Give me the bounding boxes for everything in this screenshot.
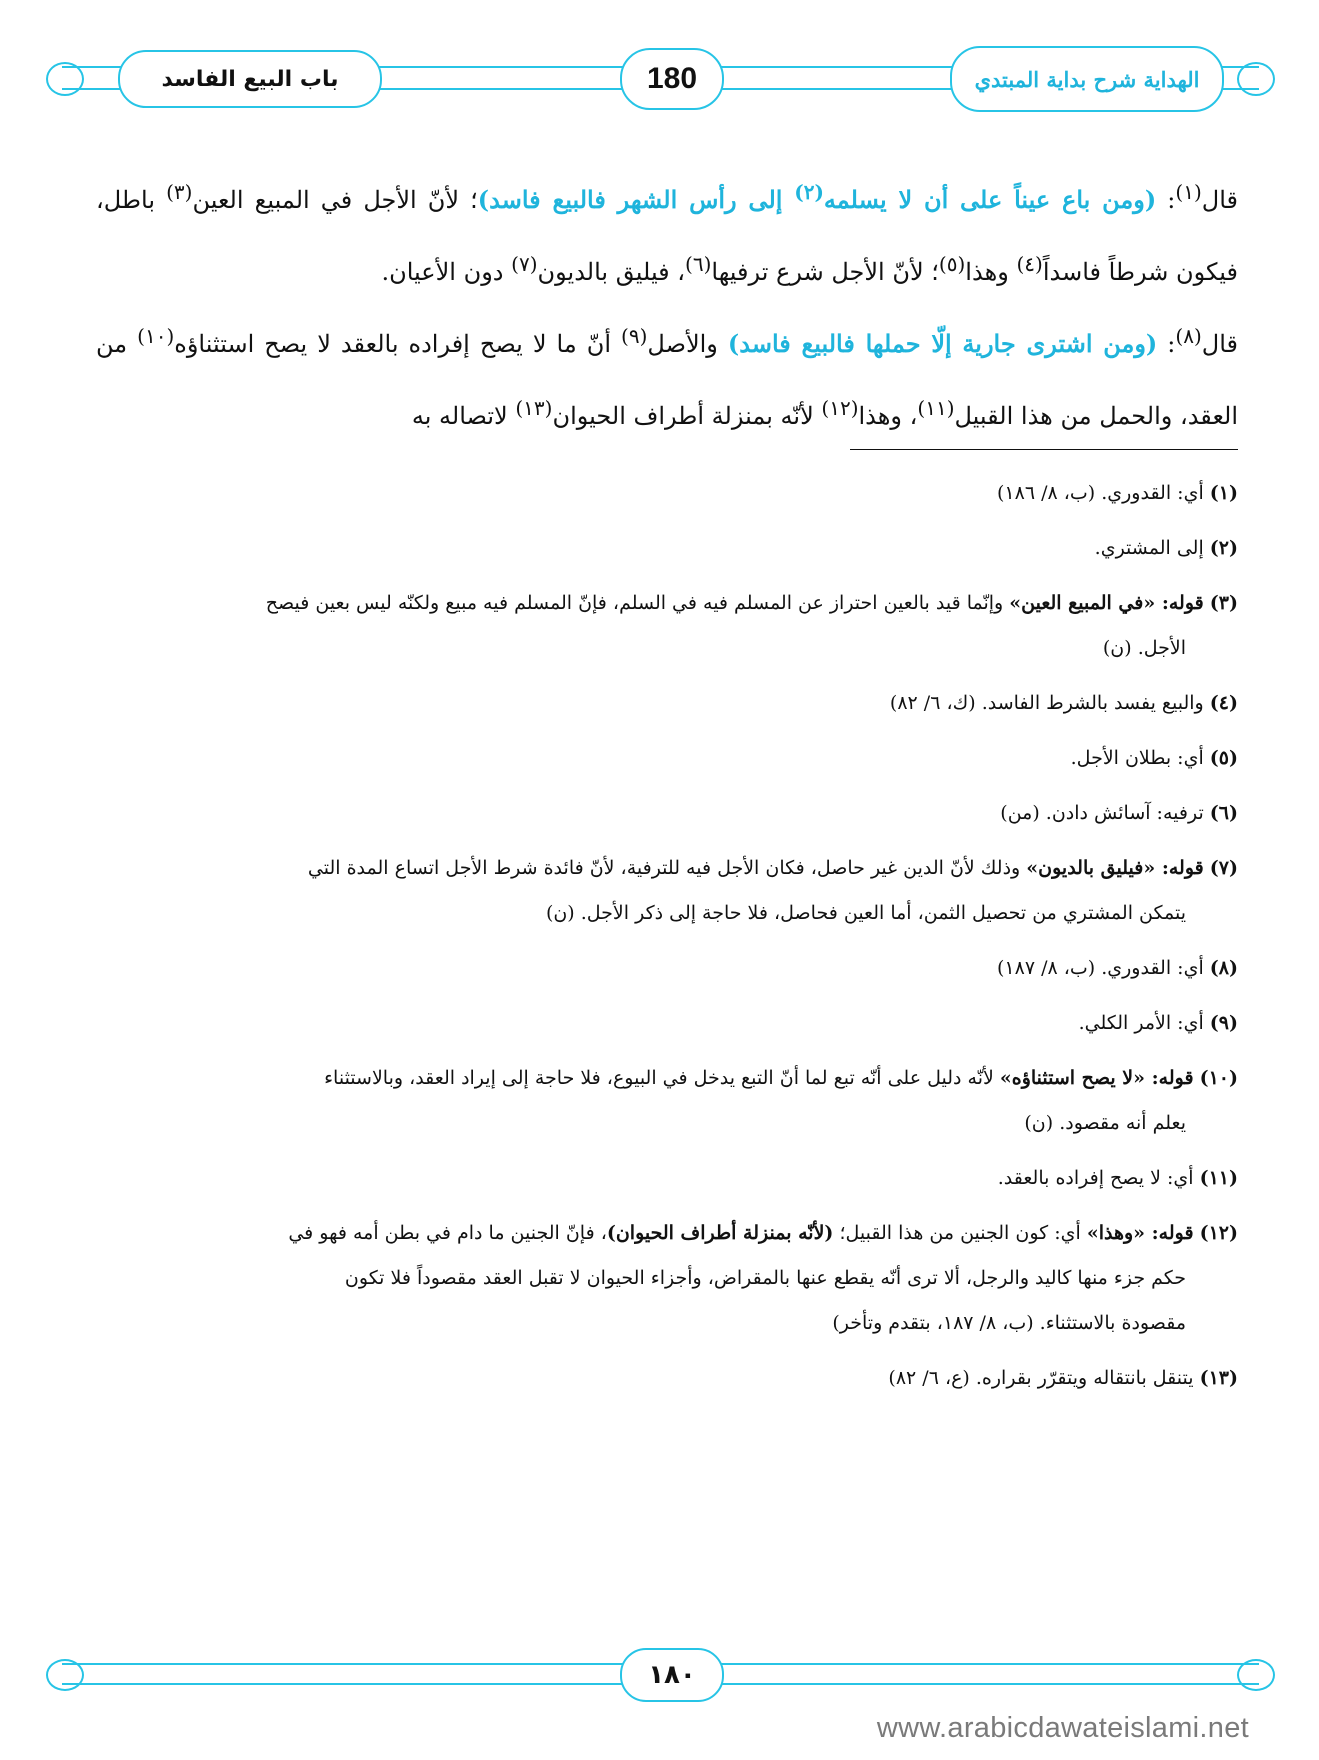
chapter-title: باب البيع الفاسد [161, 66, 339, 92]
quoted-text: إلى رأس الشهر فالبيع فاسد) [477, 185, 795, 214]
footnote-ref: (٤) [1016, 252, 1043, 276]
footnote-ref: (١١) [917, 396, 955, 420]
footnote-number: (٨) [1209, 957, 1238, 979]
footnote-text: ترفيه: آسائش دادن. (من) [1000, 802, 1204, 824]
header-frame-ornament-right [1237, 62, 1275, 96]
footnote-text: أي: بطلان الأجل. [1070, 747, 1204, 769]
body-text: لأنّه بمنزلة أطراف الحيوان [552, 402, 822, 430]
body-text: لاتصاله به [411, 402, 516, 430]
footnote-continuation: مقصودة بالاستثناء. (ب، ٨/ ١٨٧، بتقدم وتأخر) [832, 1312, 1186, 1334]
footnote-ref: (١٠) [137, 324, 175, 348]
footnote-number: (٧) [1209, 857, 1238, 879]
footer-page-number: ١٨٠ [648, 1660, 696, 1690]
footnote-text: ، فإنّ الجنين ما دام في بطن أمه فهو في [288, 1222, 607, 1244]
footer-frame-ornament-left [46, 1659, 84, 1691]
footnote-ref: (١٢) [821, 396, 859, 420]
website-watermark: www.arabicdawateislami.net [876, 1712, 1249, 1744]
footnote-5 [96, 743, 1238, 774]
footnote-label: قوله: «في المبيع العين» [1009, 592, 1204, 614]
footnote-number: (٢) [1209, 537, 1238, 559]
body-text: وهذا [965, 258, 1017, 286]
footnote-ref: (٦) [685, 252, 712, 276]
footnote-continuation: حكم جزء منها كاليد والرجل، ألا ترى أنّه يقطع عنها بالمقراض، وأجزاء الحيوان لا تقبل العقد مقصوداً فلا تكون [344, 1267, 1186, 1289]
footnote-text: أي: لا يصح إفراده بالعقد. [997, 1167, 1194, 1189]
page-number: 180 [646, 62, 698, 95]
footnote-text: إلى المشتري. [1094, 537, 1204, 559]
footnote-number: (٤) [1209, 692, 1238, 714]
main-text [96, 160, 1238, 448]
paragraph-2 [96, 304, 1238, 448]
footnote-ref: (٨) [1175, 324, 1202, 348]
footnote-12 [96, 1218, 1238, 1339]
footnote-separator [850, 449, 1238, 450]
footnote-text: أي: الأمر الكلي. [1078, 1012, 1204, 1034]
header-frame-ornament-left [46, 62, 84, 96]
footnote-continuation: الأجل. (ن) [1102, 637, 1186, 659]
footnote-text: أي: كون الجنين من هذا القبيل؛ [833, 1222, 1087, 1244]
footnote-ref: (٢) [794, 180, 824, 204]
footnote-number: (١١) [1199, 1167, 1238, 1189]
body-text: والأصل [647, 330, 728, 358]
footnote-label: قوله: «لا يصح استثناؤه» [999, 1067, 1194, 1089]
footnote-10 [96, 1063, 1238, 1139]
footnote-7 [96, 853, 1238, 929]
footer-frame-ornament-right [1237, 1659, 1275, 1691]
body-text: ، فيليق بالديون [537, 258, 686, 286]
footnote-text: وإنّما قيد بالعين احتراز عن المسلم فيه في السلم، فإنّ المسلم فيه مبيع ولكنّه ليس بعين فيصح [265, 592, 1010, 614]
footnote-9 [96, 1008, 1238, 1039]
footnote-6 [96, 798, 1238, 829]
footnote-number: (٩) [1209, 1012, 1238, 1034]
footnote-ref: (١) [1175, 180, 1202, 204]
footer-page-number-box [620, 1648, 724, 1702]
footnote-text: أي: القدوري. (ب، ٨/ ١٨٦) [996, 482, 1204, 504]
chapter-title-box [118, 50, 382, 108]
footnote-text: لأنّه دليل على أنّه تبع لما أنّ التبع يدخل في البيوع، فلا حاجة إلى إيراد العقد، وبالاستثناء [324, 1067, 1000, 1089]
footnote-ref: (٩) [621, 324, 648, 348]
footnote-continuation: يتمكن المشتري من تحصيل الثمن، أما العين فحاصل، فلا حاجة إلى ذكر الأجل. (ن) [545, 902, 1186, 924]
footnote-ref: (١٣) [515, 396, 553, 420]
page-number-box [620, 48, 724, 110]
footnote-number: (٥) [1209, 747, 1238, 769]
body-text: ؛ لأنّ الأجل شرع ترفيها [711, 258, 939, 286]
footnote-ref: (٣) [166, 180, 193, 204]
footnote-text: وذلك لأنّ الدين غير حاصل، فكان الأجل فيه للترفية، لأنّ فائدة شرط الأجل اتساع المدة التي [307, 857, 1027, 879]
body-text: باطل، فيكون شرطاً فاسداً [96, 186, 1238, 286]
footnote-number: (١) [1209, 482, 1238, 504]
body-text: من العقد، والحمل من هذا القبيل [96, 330, 1238, 430]
quoted-text: (ومن اشترى جارية إلّا حملها فالبيع فاسد) [727, 329, 1158, 358]
footnote-8 [96, 953, 1238, 984]
quoted-text: (ومن باع عيناً على أن لا يسلمه [823, 185, 1157, 214]
book-title-box [950, 46, 1224, 112]
paragraph-1 [96, 160, 1238, 304]
footnote-continuation: يعلم أنه مقصود. (ن) [1024, 1112, 1186, 1134]
footnote-2 [96, 533, 1238, 564]
said-word: قال [1201, 330, 1238, 358]
body-text: ، وهذا [858, 402, 918, 430]
body-text: دون الأعيان. [381, 258, 512, 286]
footnote-11 [96, 1163, 1238, 1194]
footnote-label: قوله: «وهذا» [1086, 1222, 1194, 1244]
footnote-1 [96, 478, 1238, 509]
footnote-4 [96, 688, 1238, 719]
footnote-text: والبيع يفسد بالشرط الفاسد. (ك، ٦/ ٨٢) [889, 692, 1204, 714]
colon: : [1157, 330, 1176, 358]
footnote-number: (٦) [1209, 802, 1238, 824]
footnote-ref: (٧) [511, 252, 538, 276]
footnote-number: (١٠) [1199, 1067, 1238, 1089]
body-text: ؛ لأنّ الأجل في المبيع العين [192, 186, 478, 214]
footnote-text: أي: القدوري. (ب، ٨/ ١٨٧) [996, 957, 1204, 979]
footnote-label: قوله: «فيليق بالديون» [1026, 857, 1204, 879]
footnote-number: (٣) [1209, 592, 1238, 614]
body-text: أنّ ما لا يصح إفراده بالعقد لا يصح استثناؤه [174, 330, 622, 358]
footnote-ref: (٥) [938, 252, 966, 276]
footnote-number: (١٢) [1199, 1222, 1238, 1244]
colon: : [1156, 186, 1176, 214]
footnote-text: يتنقل بانتقاله ويتقرّر بقراره. (ع، ٦/ ٨٢) [888, 1367, 1194, 1389]
said-word: قال [1201, 186, 1238, 214]
book-title: الهداية شرح بداية المبتدي [974, 66, 1200, 92]
footnote-13 [96, 1363, 1238, 1394]
footnote-3 [96, 588, 1238, 664]
footnote-label: (لأنّه بمنزلة أطراف الحيوان) [606, 1222, 834, 1244]
footnotes [96, 478, 1238, 1418]
footnote-number: (١٣) [1199, 1367, 1238, 1389]
